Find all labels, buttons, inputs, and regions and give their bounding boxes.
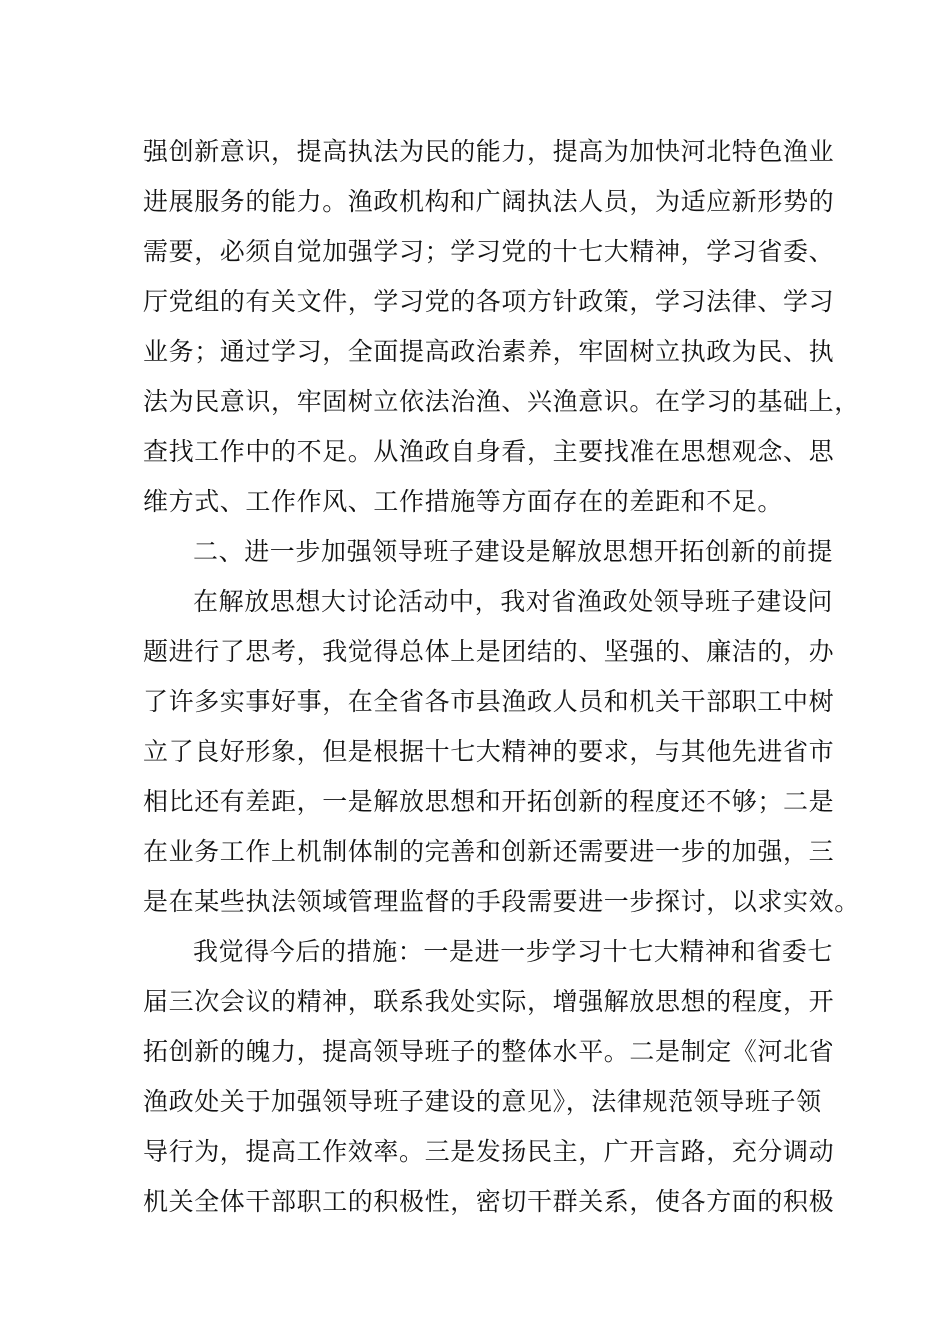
text-line: 强创新意识，提高执法为民的能力，提高为加快河北特色渔业 xyxy=(143,137,835,166)
text-line: 进展服务的能力。渔政机构和广阔执法人员，为适应新形势的 xyxy=(143,187,835,216)
text-line: 在业务工作上机制体制的完善和创新还需要进一步的加强，三 xyxy=(143,837,835,866)
text-line: 渔政处关于加强领导班子建设的意见》，法律规范领导班子领 xyxy=(143,1087,822,1116)
text-line: 立了良好形象，但是根据十七大精神的要求，与其他先进省市 xyxy=(143,737,835,766)
section-heading: 二、进一步加强领导班子建设是解放思想开拓创新的前提 xyxy=(193,537,834,566)
text-line: 需要，必须自觉加强学习；学习党的十七大精神，学习省委、 xyxy=(143,237,835,266)
text-line: 导行为，提高工作效率。三是发扬民主，广开言路，充分调动 xyxy=(143,1137,835,1166)
text-line: 题进行了思考，我觉得总体上是团结的、坚强的、廉洁的，办 xyxy=(143,637,835,666)
text-line: 届三次会议的精神，联系我处实际，增强解放思想的程度，开 xyxy=(143,987,835,1016)
text-line: 法为民意识，牢固树立依法治渔、兴渔意识。在学习的基础上， xyxy=(143,387,860,416)
text-line: 相比还有差距，一是解放思想和开拓创新的程度还不够；二是 xyxy=(143,787,835,816)
text-line: 我觉得今后的措施：一是进一步学习十七大精神和省委七 xyxy=(193,937,834,966)
text-line: 是在某些执法领域管理监督的手段需要进一步探讨，以求实效。 xyxy=(143,887,860,916)
text-line: 在解放思想大讨论活动中，我对省渔政处领导班子建设问 xyxy=(193,587,834,616)
text-line: 查找工作中的不足。从渔政自身看，主要找准在思想观念、思 xyxy=(143,437,835,466)
text-line: 了许多实事好事，在全省各市县渔政人员和机关干部职工中树 xyxy=(143,687,835,716)
text-line: 维方式、工作作风、工作措施等方面存在的差距和不足。 xyxy=(143,487,784,516)
text-line: 拓创新的魄力，提高领导班子的整体水平。二是制定《河北省 xyxy=(143,1037,835,1066)
text-line: 厅党组的有关文件，学习党的各项方针政策，学习法律、学习 xyxy=(143,287,835,316)
text-line: 机关全体干部职工的积极性，密切干群关系，使各方面的积极 xyxy=(143,1187,835,1216)
text-line: 业务；通过学习，全面提高政治素养，牢固树立执政为民、执 xyxy=(143,337,835,366)
